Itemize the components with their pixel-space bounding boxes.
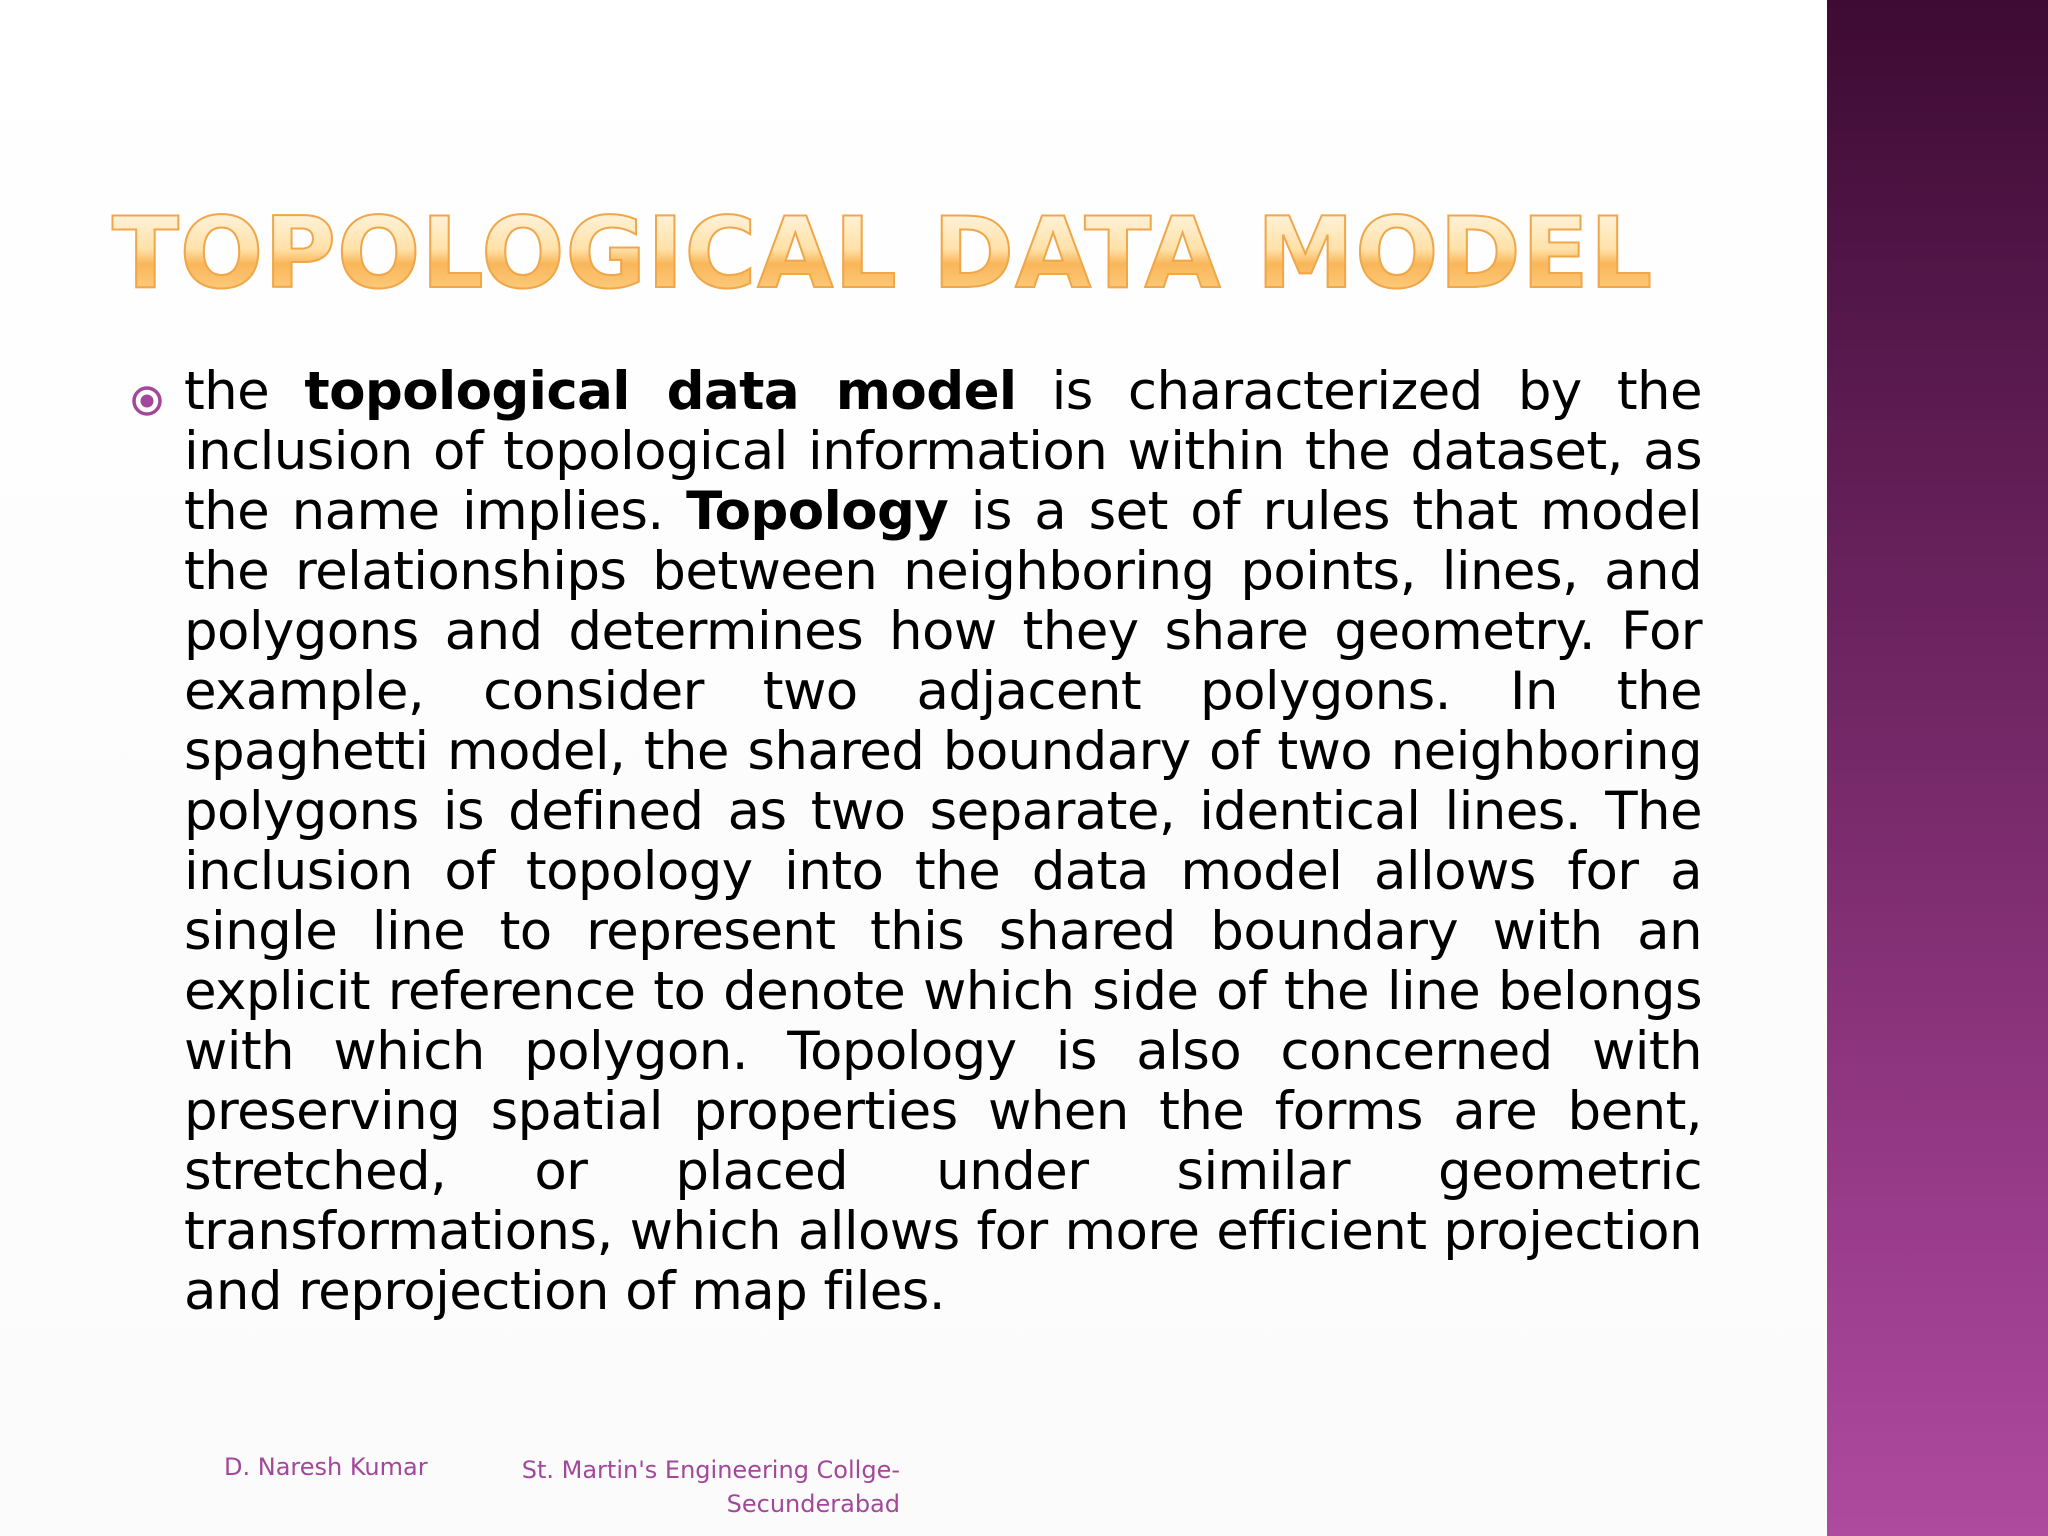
body-text-1: the [184,361,305,422]
body-text-2: is characterized by the inclusion of topological information within the dataset, as the name implies. [184,361,1703,542]
footer-organization [500,1453,900,1521]
body-bold-term-2: Topology [686,481,949,542]
footer-org-line-1: St. Martin's Engineering Collge- [521,1456,900,1484]
body-bold-term-1: topological data model [304,361,1017,422]
slide-title: TOPOLOGICAL DATA MODEL [112,197,1654,311]
bullet-paragraph [184,362,1702,1322]
footer-org-line-2: Secunderabad [726,1490,900,1518]
circle-dot-icon [130,384,164,418]
slide-content [130,362,1702,1322]
side-decoration-band [1827,0,2048,1536]
body-text-3: is a set of rules that model the relationships between neighboring points, lines, and polygons and determines how they share geometry. For example, consider two adjacent polygons. In the spaghetti model, the shared boundary of two neighboring polygons is defined as two separate, identical lines. The inclusion of topology into the data model allows for a single line to represent this shared boundary with an explicit reference to denote which side of the line belongs with which polygon. Topology is also concerned with preserving spatial properties when the forms are bent, stretched, or placed under similar geometric transformations, which allows for more efficient projection and reprojection of map files. [184,481,1702,1322]
footer-author: D. Naresh Kumar [224,1453,428,1481]
